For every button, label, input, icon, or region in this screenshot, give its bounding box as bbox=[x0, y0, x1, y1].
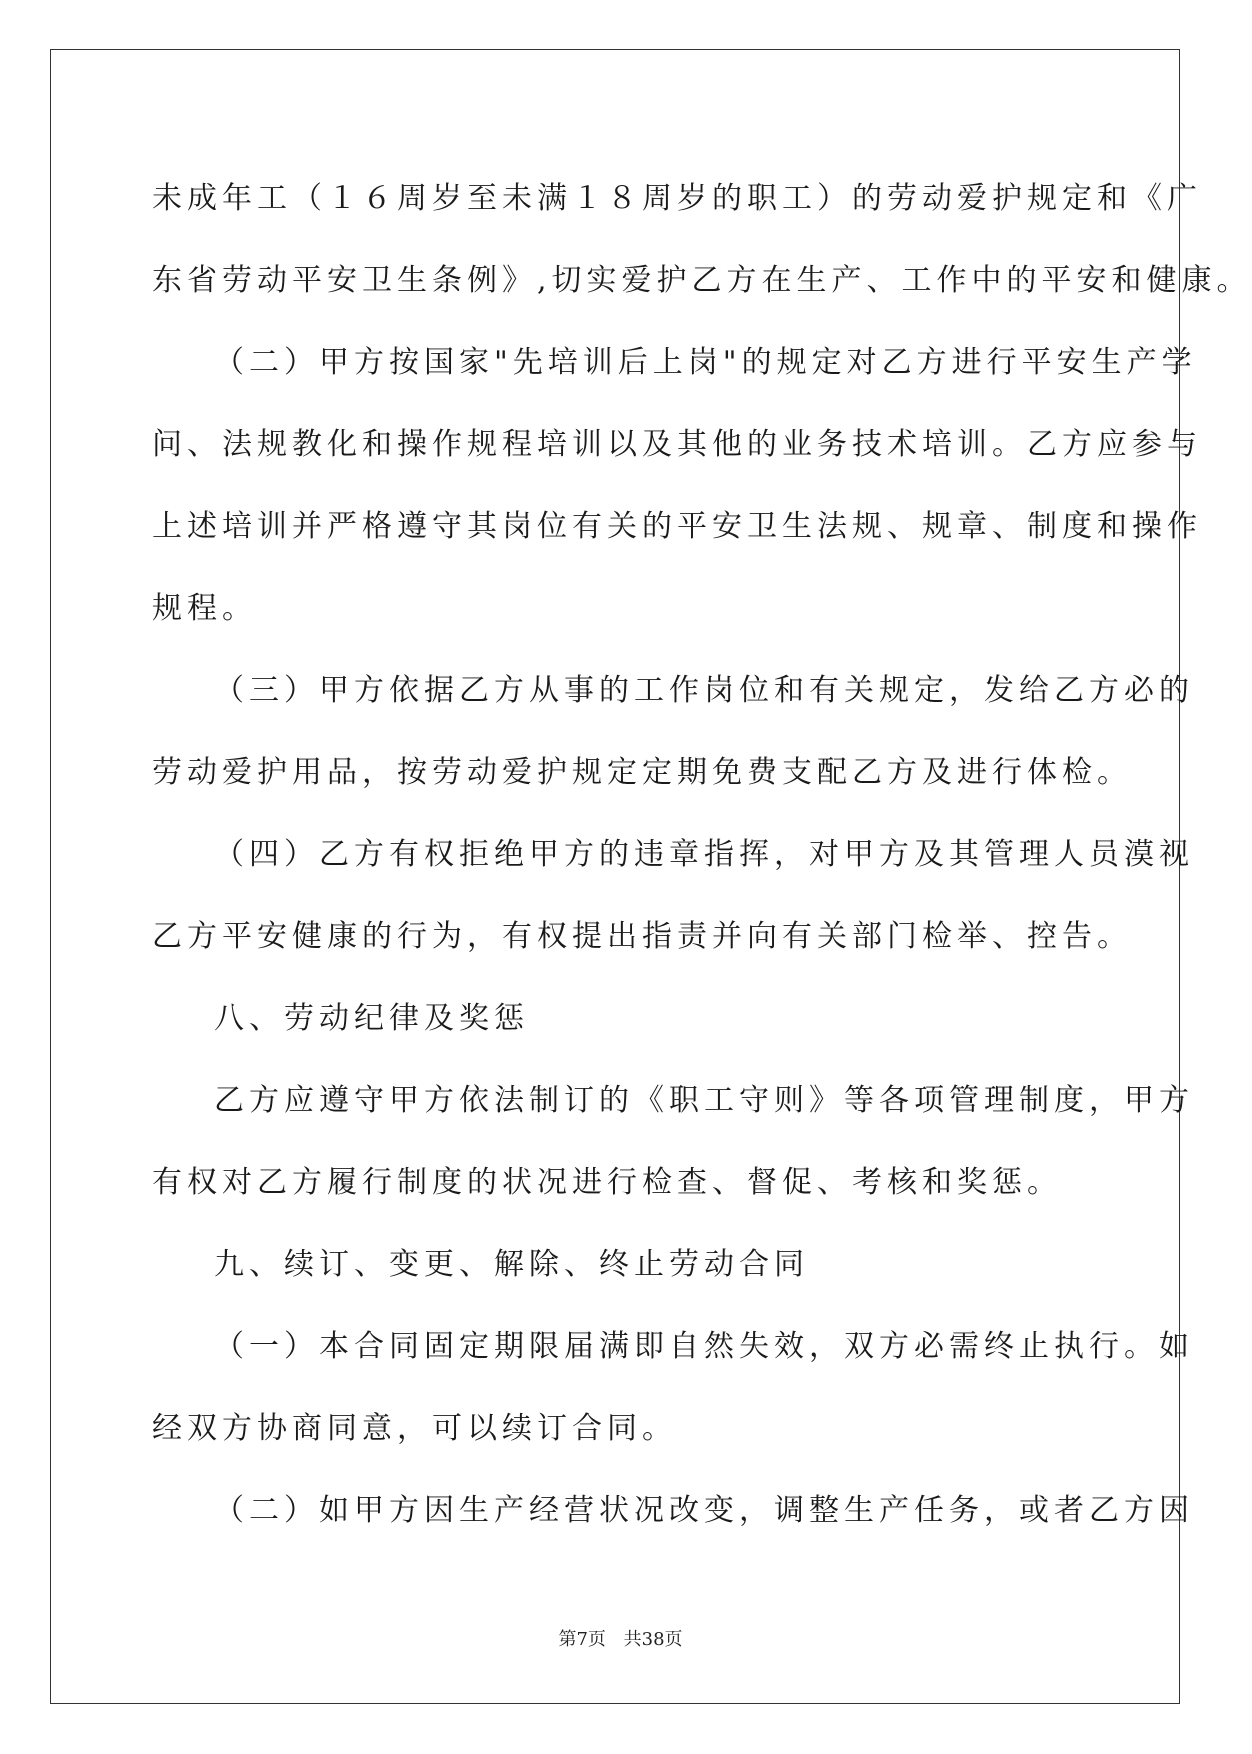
text-line: 问、法规教化和操作规程培训以及其他的业务技术培训。乙方应参与 bbox=[152, 427, 1202, 462]
text-line: 劳动爱护用品，按劳动爱护规定定期免费支配乙方及进行体检。 bbox=[152, 755, 1132, 790]
text-line: （三）甲方依据乙方从事的工作岗位和有关规定，发给乙方必的 bbox=[214, 673, 1194, 708]
page-number: 第7页 bbox=[558, 1629, 606, 1650]
text-line: 有权对乙方履行制度的状况进行检查、督促、考核和奖惩。 bbox=[152, 1165, 1062, 1200]
text-line: 上述培训并严格遵守其岗位有关的平安卫生法规、规章、制度和操作 bbox=[152, 509, 1202, 544]
text-line: 规程。 bbox=[152, 591, 257, 626]
section-heading: 八、劳动纪律及奖惩 bbox=[214, 1001, 529, 1036]
text-line: （二）如甲方因生产经营状况改变，调整生产任务，或者乙方因 bbox=[214, 1493, 1194, 1528]
section-heading: 九、续订、变更、解除、终止劳动合同 bbox=[214, 1247, 809, 1282]
text-line: 未成年工（１６周岁至未满１８周岁的职工）的劳动爱护规定和《广 bbox=[152, 181, 1202, 216]
page-footer bbox=[0, 1625, 1241, 1651]
document-body bbox=[152, 158, 1252, 1552]
text-line: 东省劳动平安卫生条例》,切实爱护乙方在生产、工作中的平安和健康。 bbox=[152, 263, 1252, 298]
text-line: （一）本合同固定期限届满即自然失效，双方必需终止执行。如 bbox=[214, 1329, 1194, 1364]
text-line: 乙方应遵守甲方依法制订的《职工守则》等各项管理制度，甲方 bbox=[214, 1083, 1194, 1118]
page-total: 共38页 bbox=[623, 1629, 683, 1650]
text-line: （四）乙方有权拒绝甲方的违章指挥，对甲方及其管理人员漠视 bbox=[214, 837, 1194, 872]
text-line: 经双方协商同意，可以续订合同。 bbox=[152, 1411, 677, 1446]
text-line: 乙方平安健康的行为，有权提出指责并向有关部门检举、控告。 bbox=[152, 919, 1132, 954]
text-line: （二）甲方按国家"先培训后上岗"的规定对乙方进行平安生产学 bbox=[214, 345, 1197, 380]
